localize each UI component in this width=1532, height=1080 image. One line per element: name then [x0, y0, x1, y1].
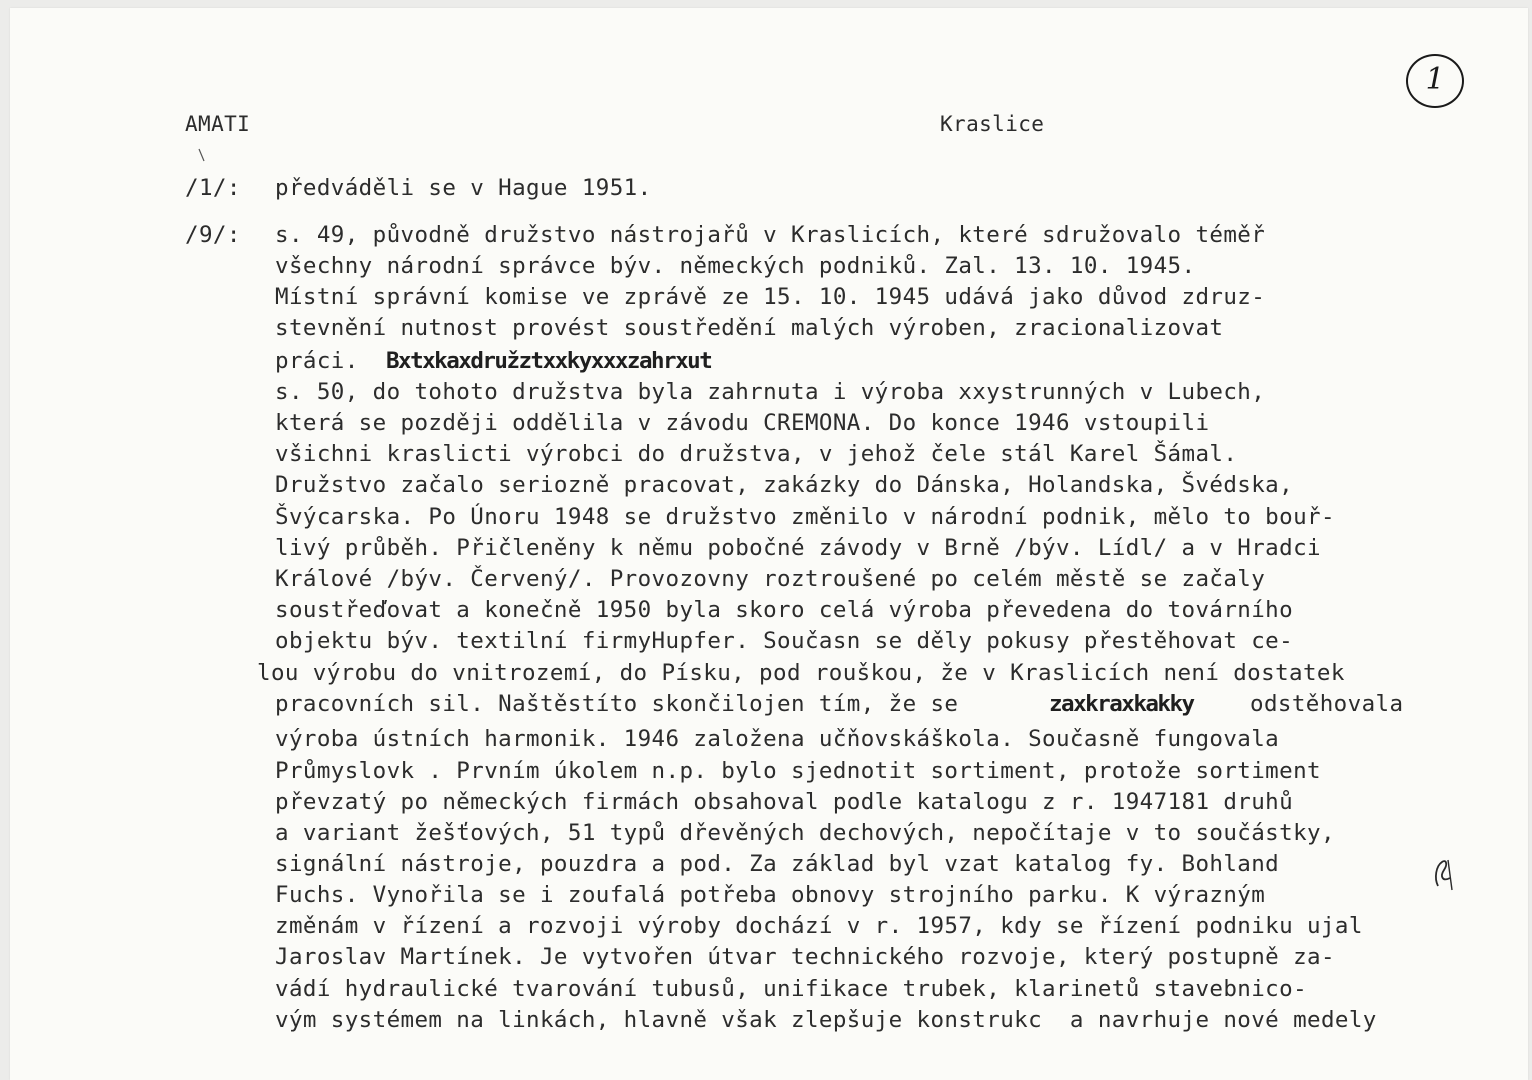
page-number-circle: [1406, 54, 1464, 108]
body-line: všechny národní správce býv. německých podniků. Zal. 13. 10. 1945.: [275, 253, 1196, 279]
body-line: pracovních sil. Naštěstíto skončilojen tím, že se: [275, 691, 959, 717]
body-line: Družstvo začalo seriozně pracovat, zakázky do Dánska, Holandska, Švédska,: [275, 472, 1294, 498]
body-line: Fuchs. Vynořila se i zoufalá potřeba obnovy strojního parku. K výrazným: [275, 882, 1266, 908]
body-line: změnám v řízení a rozvoji výroby dochází v r. 1957, kdy se řízení podniku ujal: [275, 913, 1363, 939]
typed-strikeout: zaxkraxkakky: [1049, 691, 1194, 717]
reference-label-9: /9/:: [185, 222, 241, 248]
body-line: stevnění nutnost provést soustředění malých výroben, zracionalizovat: [275, 315, 1224, 341]
body-line: výroba ústních harmonik. 1946 založena učňovskáškola. Současně fungovala: [275, 726, 1280, 752]
header-location: Kraslice: [940, 112, 1045, 136]
body-line: Místní správní komise ve zprávě ze 15. 10. 1945 udává jako důvod zdruz-: [275, 284, 1266, 310]
header-title: AMATI: [185, 112, 251, 136]
body-line: soustřeďovat a konečně 1950 byla skoro celá výroba převedena do továrního: [275, 597, 1294, 623]
body-line: Králové /býv. Červený/. Provozovny roztroušené po celém městě se začaly: [275, 566, 1266, 592]
body-line: livý průběh. Přičleněny k němu pobočné závody v Brně /býv. Lídl/ a v Hradci: [275, 535, 1321, 561]
handwritten-ampersand-mark: [1430, 856, 1456, 894]
body-line-tail: odstěhovala: [1250, 691, 1404, 717]
body-line: všichni kraslicti výrobci do družstva, v jehož čele stál Karel Šámal.: [275, 441, 1238, 467]
body-line: Jaroslav Martínek. Je vytvořen útvar technického rozvoje, který postupně za-: [275, 944, 1335, 970]
reference-text-1: předváděli se v Hague 1951.: [275, 175, 652, 201]
body-line: s. 49, původně družstvo nástrojařů v Kraslicích, které sdružovalo téměř: [275, 222, 1266, 248]
reference-label-1: /1/:: [185, 175, 241, 201]
body-line: a variant žešťových, 51 typů dřevěných dechových, nepočítaje v to součástky,: [275, 820, 1335, 846]
body-line: Průmyslovk . Prvním úkolem n.p. bylo sjednotit sortiment, protože sortiment: [275, 758, 1321, 784]
body-line: vádí hydraulické tvarování tubusů, unifikace trubek, klarinetů stavebnico-: [275, 976, 1308, 1002]
page-number: 1: [1425, 62, 1445, 97]
body-line: převzatý po německých firmách obsahoval podle katalogu z r. 1947181 druhů: [275, 789, 1294, 815]
body-line: signální nástroje, pouzdra a pod. Za základ byl vzat katalog fy. Bohland: [275, 851, 1280, 877]
body-line: která se později oddělila v závodu CREMONA. Do konce 1946 vstoupili: [275, 410, 1210, 436]
body-line: práci.: [275, 348, 359, 374]
body-line: lou výrobu do vnitrozemí, do Písku, pod rouškou, že v Kraslicích není dostatek: [257, 660, 1345, 686]
body-line: vým systémem na linkách, hlavně však zlepšuje konstrukc a navrhuje nové medely: [275, 1007, 1377, 1033]
body-line: Švýcarska. Po Únoru 1948 se družstvo změnilo v národní podnik, mělo to bouř-: [275, 504, 1335, 530]
pencil-tick-mark: [198, 148, 206, 162]
typed-strikeout: Bxtxkaxdružztxxkyxxxzahrxut: [386, 348, 712, 374]
body-line: s. 50, do tohoto družstva byla zahrnuta i výroba xxystrunných v Lubech,: [275, 379, 1266, 405]
body-line: objektu býv. textilní firmyHupfer. Současn se děly pokusy přestěhovat ce-: [275, 628, 1294, 654]
document-page: [10, 8, 1528, 1080]
